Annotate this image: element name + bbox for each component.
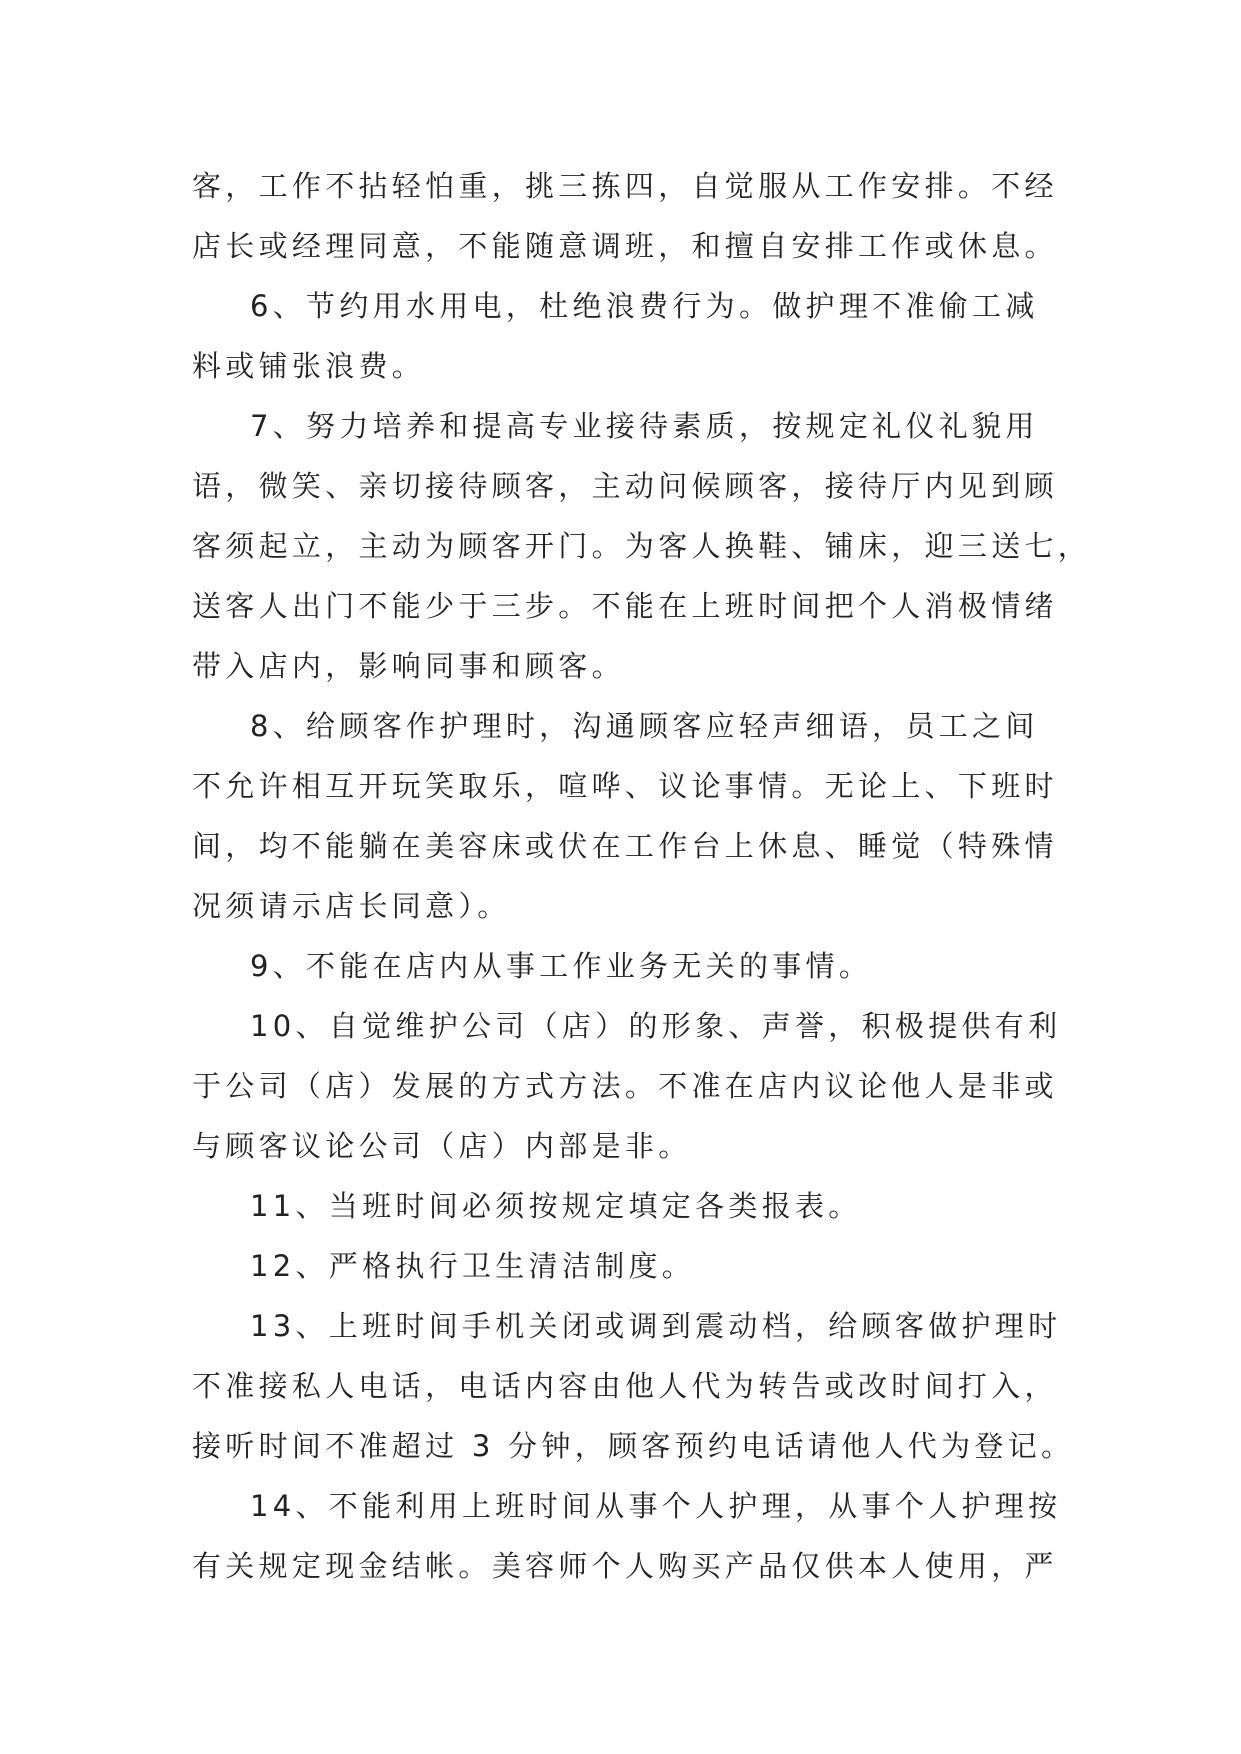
paragraph-item-11-line: 11、当班时间必须按规定填定各类报表。 [250,1189,862,1223]
paragraph-item-13-line: 13、上班时间手机关闭或调到震动档，给顾客做护理时 [250,1309,1062,1343]
text-line: 客，工作不拈轻怕重，挑三拣四，自觉服从工作安排。不经 [192,169,1058,203]
text-line: 语，微笑、亲切接待顾客，主动问候顾客，接待厅内见到顾 [192,469,1058,503]
paragraph-item-6-line: 6、节约用水用电，杜绝浪费行为。做护理不准偷工减 [250,289,1039,323]
text-line: 于公司（店）发展的方式方法。不准在店内议论他人是非或 [192,1069,1058,1103]
paragraph-item-12-line: 12、严格执行卫生清洁制度。 [250,1249,696,1283]
paragraph-item-10-line: 10、自觉维护公司（店）的形象、声誉，积极提供有利 [250,1009,1062,1043]
text-line: 送客人出门不能少于三步。不能在上班时间把个人消极情绪 [192,589,1058,623]
paragraph-item-9-line: 9、不能在店内从事工作业务无关的事情。 [250,949,873,983]
paragraph-item-7-line: 7、努力培养和提高专业接待素质，按规定礼仪礼貌用 [250,409,1039,443]
text-line: 与顾客议论公司（店）内部是非。 [192,1129,692,1163]
text-line: 况须请示店长同意）。 [192,889,511,923]
text-line: 料或铺张浪费。 [192,349,426,383]
document-body [192,156,1092,1596]
text-line: 有关规定现金结帐。美容师个人购买产品仅供本人使用，严 [192,1549,1058,1583]
text-line: 接听时间不准超过 3 分钟，顾客预约电话请他人代为登记。 [192,1429,1075,1463]
text-line: 店长或经理同意，不能随意调班，和擅自安排工作或休息。 [192,229,1058,263]
paragraph-item-14-line: 14、不能利用上班时间从事个人护理，从事个人护理按 [250,1489,1062,1523]
text-line: 带入店内，影响同事和顾客。 [192,649,625,683]
text-line: 间，均不能躺在美容床或伏在工作台上休息、睡觉（特殊情 [192,829,1058,863]
text-line: 客须起立，主动为顾客开门。为客人换鞋、铺床，迎三送七， [192,529,1092,563]
text-line: 不准接私人电话，电话内容由他人代为转告或改时间打入， [192,1369,1058,1403]
paragraph-item-8-line: 8、给顾客作护理时，沟通顾客应轻声细语，员工之间 [250,709,1039,743]
text-line: 不允许相互开玩笑取乐，喧哗、议论事情。无论上、下班时 [192,769,1058,803]
